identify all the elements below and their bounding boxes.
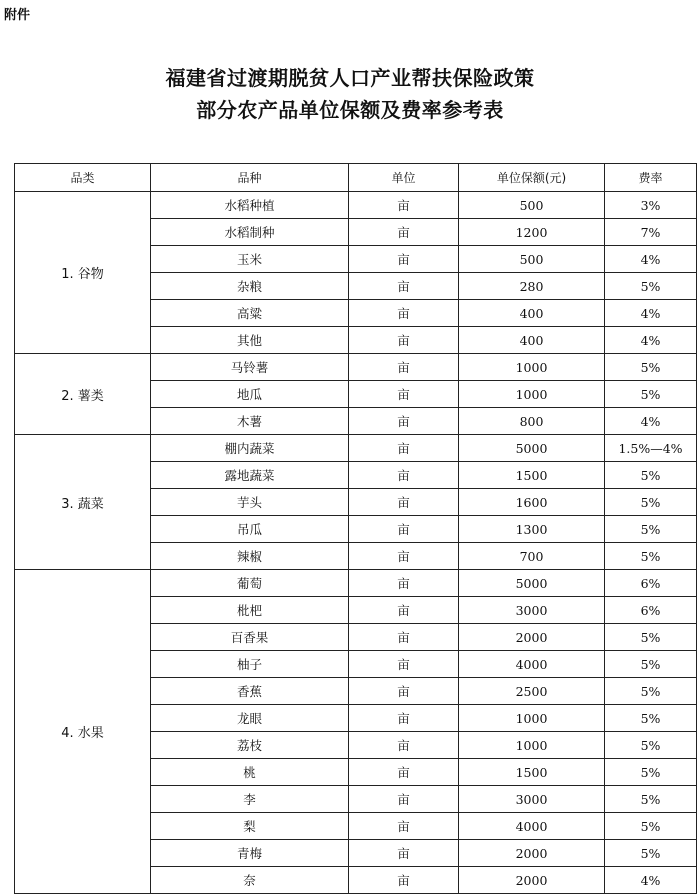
insured-amount-cell: 1200 (459, 219, 605, 246)
insured-amount-cell: 2000 (459, 867, 605, 894)
table-row (15, 435, 697, 462)
variety-cell: 杂粮 (151, 273, 349, 300)
variety-cell: 枇杷 (151, 597, 349, 624)
column-header-rate: 费率 (605, 164, 697, 192)
variety-cell: 木薯 (151, 408, 349, 435)
variety-cell: 百香果 (151, 624, 349, 651)
rate-cell: 5% (605, 732, 697, 759)
insured-amount-cell: 280 (459, 273, 605, 300)
variety-cell: 玉米 (151, 246, 349, 273)
insured-amount-cell: 500 (459, 192, 605, 219)
table-row (15, 192, 697, 219)
insured-amount-cell: 500 (459, 246, 605, 273)
category-cell: 4. 水果 (15, 570, 151, 894)
insured-amount-cell: 5000 (459, 435, 605, 462)
unit-cell: 亩 (349, 543, 459, 570)
unit-cell: 亩 (349, 840, 459, 867)
variety-cell: 奈 (151, 867, 349, 894)
unit-cell: 亩 (349, 597, 459, 624)
unit-cell: 亩 (349, 327, 459, 354)
variety-cell: 马铃薯 (151, 354, 349, 381)
insured-amount-cell: 400 (459, 327, 605, 354)
variety-cell: 青梅 (151, 840, 349, 867)
category-cell: 1. 谷物 (15, 192, 151, 354)
insured-amount-cell: 1000 (459, 732, 605, 759)
unit-cell: 亩 (349, 705, 459, 732)
column-header-unit: 单位 (349, 164, 459, 192)
variety-cell: 地瓜 (151, 381, 349, 408)
variety-cell: 李 (151, 786, 349, 813)
insured-amount-cell: 700 (459, 543, 605, 570)
rate-cell: 5% (605, 354, 697, 381)
insured-amount-cell: 4000 (459, 651, 605, 678)
unit-cell: 亩 (349, 516, 459, 543)
variety-cell: 高粱 (151, 300, 349, 327)
insured-amount-cell: 3000 (459, 597, 605, 624)
attachment-label: 附件 (4, 8, 31, 23)
rates-table (14, 163, 697, 894)
rate-cell: 5% (605, 705, 697, 732)
category-cell: 2. 薯类 (15, 354, 151, 435)
variety-cell: 柚子 (151, 651, 349, 678)
insured-amount-cell: 800 (459, 408, 605, 435)
unit-cell: 亩 (349, 381, 459, 408)
category-cell: 3. 蔬菜 (15, 435, 151, 570)
variety-cell: 梨 (151, 813, 349, 840)
insured-amount-cell: 400 (459, 300, 605, 327)
rate-cell: 5% (605, 273, 697, 300)
unit-cell: 亩 (349, 813, 459, 840)
unit-cell: 亩 (349, 219, 459, 246)
variety-cell: 葡萄 (151, 570, 349, 597)
rate-cell: 4% (605, 408, 697, 435)
insured-amount-cell: 1300 (459, 516, 605, 543)
insured-amount-cell: 1000 (459, 354, 605, 381)
variety-cell: 荔枝 (151, 732, 349, 759)
document-title-line1: 福建省过渡期脱贫人口产业帮扶保险政策 (165, 66, 535, 90)
unit-cell: 亩 (349, 732, 459, 759)
variety-cell: 吊瓜 (151, 516, 349, 543)
rate-cell: 5% (605, 813, 697, 840)
insured-amount-cell: 3000 (459, 786, 605, 813)
unit-cell: 亩 (349, 867, 459, 894)
column-header-insured-amount: 单位保额(元) (459, 164, 605, 192)
unit-cell: 亩 (349, 354, 459, 381)
insured-amount-cell: 1000 (459, 381, 605, 408)
unit-cell: 亩 (349, 678, 459, 705)
insured-amount-cell: 1500 (459, 462, 605, 489)
rate-cell: 5% (605, 678, 697, 705)
unit-cell: 亩 (349, 435, 459, 462)
rate-cell: 6% (605, 597, 697, 624)
variety-cell: 水稻制种 (151, 219, 349, 246)
unit-cell: 亩 (349, 651, 459, 678)
document-title-line2: 部分农产品单位保额及费率参考表 (196, 98, 504, 122)
variety-cell: 露地蔬菜 (151, 462, 349, 489)
unit-cell: 亩 (349, 624, 459, 651)
rate-cell: 5% (605, 759, 697, 786)
variety-cell: 芋头 (151, 489, 349, 516)
rate-cell: 4% (605, 300, 697, 327)
variety-cell: 水稻种植 (151, 192, 349, 219)
table-row (15, 354, 697, 381)
insured-amount-cell: 1500 (459, 759, 605, 786)
unit-cell: 亩 (349, 273, 459, 300)
insured-amount-cell: 2000 (459, 840, 605, 867)
rate-cell: 3% (605, 192, 697, 219)
unit-cell: 亩 (349, 462, 459, 489)
rate-cell: 5% (605, 543, 697, 570)
unit-cell: 亩 (349, 570, 459, 597)
insured-amount-cell: 4000 (459, 813, 605, 840)
rate-cell: 1.5%—4% (605, 435, 697, 462)
rate-cell: 5% (605, 462, 697, 489)
unit-cell: 亩 (349, 192, 459, 219)
column-header-variety: 品种 (151, 164, 349, 192)
variety-cell: 龙眼 (151, 705, 349, 732)
unit-cell: 亩 (349, 489, 459, 516)
rate-cell: 4% (605, 867, 697, 894)
rate-cell: 6% (605, 570, 697, 597)
unit-cell: 亩 (349, 246, 459, 273)
insured-amount-cell: 5000 (459, 570, 605, 597)
rate-cell: 5% (605, 381, 697, 408)
variety-cell: 桃 (151, 759, 349, 786)
unit-cell: 亩 (349, 759, 459, 786)
variety-cell: 棚内蔬菜 (151, 435, 349, 462)
rate-cell: 5% (605, 651, 697, 678)
insured-amount-cell: 1600 (459, 489, 605, 516)
table-body (15, 192, 697, 894)
rate-cell: 4% (605, 327, 697, 354)
rate-cell: 4% (605, 246, 697, 273)
variety-cell: 辣椒 (151, 543, 349, 570)
rate-cell: 5% (605, 516, 697, 543)
table-row (15, 570, 697, 597)
unit-cell: 亩 (349, 786, 459, 813)
rate-cell: 5% (605, 786, 697, 813)
column-header-category: 品类 (15, 164, 151, 192)
rate-cell: 5% (605, 489, 697, 516)
insured-amount-cell: 1000 (459, 705, 605, 732)
variety-cell: 香蕉 (151, 678, 349, 705)
insured-amount-cell: 2000 (459, 624, 605, 651)
rate-cell: 7% (605, 219, 697, 246)
table-header-row (15, 164, 697, 192)
variety-cell: 其他 (151, 327, 349, 354)
rate-cell: 5% (605, 624, 697, 651)
unit-cell: 亩 (349, 408, 459, 435)
insured-amount-cell: 2500 (459, 678, 605, 705)
unit-cell: 亩 (349, 300, 459, 327)
rate-cell: 5% (605, 840, 697, 867)
